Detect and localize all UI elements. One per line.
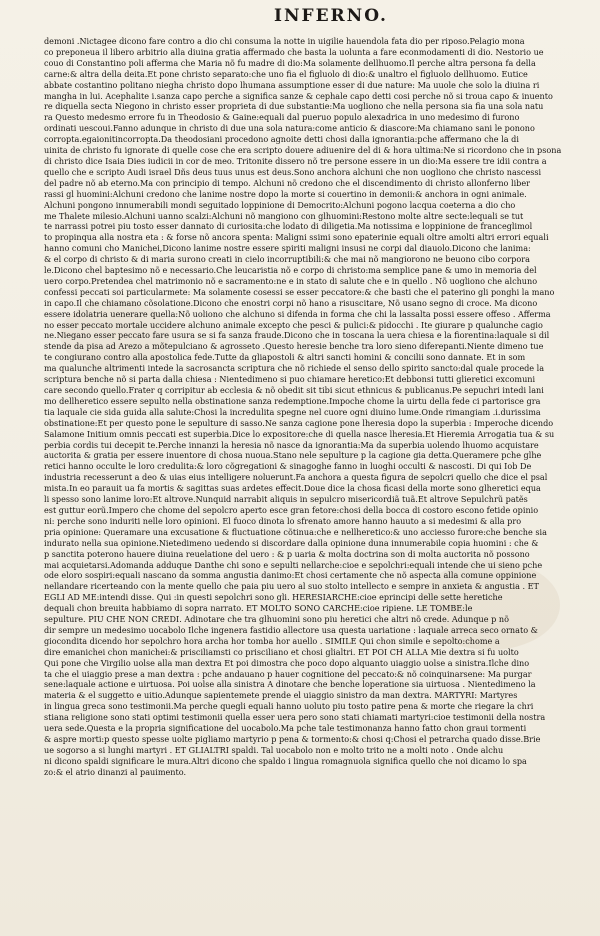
- text-line: scriptura benche nõ si parta dalla chiesa : Nientedimeno si puo chiamare heretico:Et debbonsi tutti glieretici excomuni: [44, 374, 536, 385]
- text-line: corropta.egaionitincorropta.Da theodosiani procedono agnoite detti chosi dalla ignorantia:pche affermano che la di: [44, 134, 519, 145]
- text-line: & el corpo di christo & di maria surono creati in cielo incorruptibili:& che mai nõ mangiorono ne beuono cibo corpora: [44, 254, 530, 265]
- text-line: mai acquietarsi.Adomanda adduque Danthe chi sono e sepulti nellarche:cioe e sepolchri:equali intende che ui sieno pche: [44, 559, 543, 570]
- text-line: carne:& altra della deita.Et pone christo separato:che uno fia el figluolo di dio:& unaltro el figluolo dellhuomo. Eutice: [44, 68, 528, 79]
- text-line: Alchuni pongono innumerabili mondi seguitado loppinione di Democrito:Alchuni pogono lacqua coeterna a dio cho: [44, 199, 516, 210]
- text-line: ra Questo medesmo errore fu in Theodosio & Gaine:equali dal pueruo populo alexadrica in uno medesimo di furono: [44, 112, 520, 123]
- text-line: ni dicono spaldi significare le mura.Altri dicono che spaldo i lingua romagnuola significa quello che noi dicamo lo spa: [44, 755, 527, 766]
- text-line: uinita de christo fu ignorate di quelle cose che era scripto douere adiuenire del di & hora ultima:Ne si ricordono che in psona: [44, 145, 562, 156]
- text-line: & aspre morti:p questo spesse uolte pigliamo martyrio p pena & tormento:& chosi q:Chosi el petrarcha quado disse.Brie: [44, 734, 541, 744]
- text-line: couo di Constantino poli afferma che Maria nõ fu madre di dio:Ma solamente dellhuomo.Il perche altra persona fa della: [44, 57, 536, 68]
- text-line: auctorita & gratia per essere inuentore di chosa nuoua.Stano nele sepulture p la cagione gia detta.Queramere pche glhe: [44, 450, 542, 461]
- text-line: ta che el uiaggio prese a man dextra : pche andauano p hauer cognitione del peccato:& nõ coinquinarsene: Ma purgar: [44, 668, 532, 679]
- text-line: stiana religione sono stati optimi testimonii quella esser uera pero sono stati chiamati martyri:cioe testimonii della nostra: [44, 712, 546, 723]
- text-line: tia laquale cie sida guida alla salute:Chosi la incredulita spegne nel cuore ogni diuino lume.Onde rimangiam .i.durissima: [44, 406, 541, 417]
- text-line: care secondo quello.Frater q corripitur ab ecclesia & nõ obedit sit tibi sicut ethnicus & publicanus.Pe sepuchri intedi lani: [44, 385, 544, 395]
- commentary-text: [44, 36, 564, 896]
- text-line: del padre nõ ab eterno.Ma con principio di tempo. Alchuni nõ credono che el discendimento di christo allonferno liber: [44, 177, 530, 188]
- text-line: pria opinione: Queramare una excusatione & fluctuatione cõtinua:che e nellheretico:& uno acciesso furore:che benche sia: [44, 526, 547, 537]
- text-line: confessi peccati soi particularmete: Ma solamente cosessi se esser peccatore:& che basti che el paterino gli ponghi la mano: [44, 286, 555, 297]
- text-line: rassi gl huomini:Alchuni credono che lanime nostre dopo la morte si couertino in demonii:& anchora in ogni animale.: [44, 188, 527, 199]
- text-line: est guttur eorũ.Impero che chome del sepolcro aperto esce gran fetore:chosi della bocca di costoro escono fetide opinio: [44, 504, 539, 515]
- text-line: ode eloro sospiri:equali nascano da somma angustia danimo:Et chosi certamente che nõ aspecta alla comune oppinione: [44, 570, 537, 581]
- text-line: sepulture. PIU CHE NON CREDI. Adinotare che tra glhuomini sono piu heretici che altri nõ crede. Adunque p nõ: [44, 614, 509, 625]
- text-line: me Thalete milesio.Alchuni uanno scalzi:Alchuni nõ mangiono con glhuomini:Restono molte altre secte:lequali se tut: [44, 210, 524, 221]
- text-line: ne.Niegano esser peccato fare usura se si fa sanza fraude.Dicono che in toscana la uera chiesa e la fiorentina:laquale si dil: [44, 330, 550, 341]
- text-line: uero corpo.Pretendea chel matrimonio nõ e sacramento:ne e in stato di salute che e in quello . Nõ uogliono che alchuno: [44, 275, 538, 286]
- text-line: le.Dicono chel baptesimo nõ e necessario.Che leucaristia nõ e corpo di christo:ma semplice pane & umo in memoria del: [44, 265, 537, 276]
- text-line: to propinqua alla nostra eta : & forse nõ ancora spenta: Maligni ssimi sono epaterinie equali oltre amolti altri errori equali: [44, 232, 549, 243]
- text-line: abbate costantino politano niegha christo dopo lhumana assumptione esser di due nature: Ma uuole che solo la diuina ri: [44, 79, 540, 90]
- text-line: industria recesserunt a deo & uias eius intelligere noluerunt.Fa anchora a questa figura de sepolcri quello che dice el psal: [44, 472, 548, 483]
- text-line: quello che e scripto Audi israel Dñs deus tuus unus est deus.Sono anchora alchuni che non uogliono che christo nascessi: [44, 166, 542, 177]
- text-line: Qui pone che Virgilio uolse alla man dextra Et poi dimostra che poco dopo alquanto uiaggio uolse a sinistra.Ilche dino: [44, 657, 530, 668]
- text-line: materia & el suggetto e uitio.Adunque sapientemete prende el uiaggio sinistro da man dextra. MARTYRI: Martyres: [44, 690, 518, 701]
- text-line: mo dellheretico essere sepulto nella obstinatione sanza redemptione.Impoche chome la uirtu della fede ci partorisce gra: [44, 395, 541, 406]
- text-line: demoni .Nictagee dicono fare contro a dio chi consuma la notte in uigilie hauendola fata dio per riposo.Pelagio mona: [44, 36, 525, 46]
- text-line: sene:laquale actione e uirtuosa. Poi uolse alla sinistra A dinotare che benche loperatione sia uirtuosa . Nientedimeno la: [44, 679, 536, 690]
- text-line: no esser peccato mortale uccidere alchuno animale excepto che pesci & pulici:& pidocchi . Ite giurare p qualunche cagio: [44, 319, 543, 330]
- text-line: te narrassi potrei piu tosto esser dannato di curiosita:che lodato di diligetia.Ma notissima e loppinione de franceglimol: [44, 221, 533, 232]
- text-line: nellandare ricerteando con la mente quello che paia piu uero al suo stolto intellecto e sempre in anxieta & angustia . ET: [44, 581, 539, 592]
- text-line: ma qualunche altrimenti intede la sacrosancta scriptura che nõ richiede el senso dello spirito sancto:dal quale procede la: [44, 363, 545, 374]
- text-line: ni: perche sono induriti nelle loro opinioni. El fuoco dinota lo sfrenato amore hanno hauuto a si medesimi & alla pro: [44, 515, 522, 526]
- text-line: in capo.Il che chiamano cõsolatione.Dicono che enostri corpi nõ hano a risuscitare, Nõ usano segno di croce. Ma dicono: [44, 297, 538, 308]
- running-header-text: INFERNO.: [274, 6, 388, 26]
- text-line: zo:& el atrio dinanzi al pauimento.: [44, 766, 187, 777]
- text-line: Salamone Initium omnis peccati est superbia.Dice lo expositore:che di quella nasce lheresia.Et Hieremia Arrogatia tua & su: [44, 428, 555, 439]
- text-line: giocondita dicendo hor sepolchro hora archa hor tomba hor auello . SIMILE Qui chon simile e sepolto:chome a: [44, 635, 500, 646]
- text-line: ue sogorso a si lunghi martyri . ET GLIALTRI spaldi. Tal uocabolo non e molto trito ne a molti noto . Onde alchu: [44, 744, 504, 755]
- text-line: te congiurano contro alla apostolica fede.Tutte da gliapostoli & altri sancti homini & concilii sono dannate. Et in som: [44, 352, 526, 363]
- text-line: co preponeua il libero arbitrio alla diuina gratia affermado che basta la uolunta a fare econmodamenti di dio. Nestorio ue: [44, 46, 544, 57]
- text-line: hanno comuni cho Manichei,Dicono lanime nostre essere spiriti maligni insusi ne corpi dal diauolo.Dicono che lanima:: [44, 243, 531, 254]
- text-line: p sanctita poterono hauere diuina reuelatione del uero : & p uaria & molta doctrina son di molta auctorita nõ possono: [44, 548, 530, 559]
- text-line: li spesso sono lanime loro:Et altrove.Nunquid narrabit aliquis in sepulcro misericordiã tuã.Et altrove Sepulchrũ patẽs: [44, 494, 528, 505]
- text-line: EGLI AD ME:intendi disse. Qui :in questi sepolchri sono gli. HERESIARCHE:cioe eprincipi delle sette heretiche: [44, 592, 503, 603]
- text-line: dir sempre un medesimo uocabolo Ilche ingenera fastidio allectore usa questa uariatione : laquale arreca seco ornato &: [44, 624, 538, 635]
- text-line: uera sede.Questa e la propria significatione del uocabolo.Ma pche tale testimonanza hanno fatto chon graui tormenti: [44, 723, 527, 734]
- text-line: essere idolatria uenerare quella:Nõ uoliono che alchuno si difenda in forma che chi la lassalta possi essere offeso . Afferma: [44, 308, 551, 319]
- text-line: mangha in lui. Acephalite i.sanza capo perche a significa sanze & cephale capo detti cosi perche nõ si troua capo & inuento: [44, 90, 553, 101]
- text-line: in lingua greca sono testimonii.Ma perche quegli equali hanno uoluto piu tosto patire pena & morte che riegare la chri: [44, 701, 534, 712]
- text-line: stende da pisa ad Arezo a mõtepulciano & agrosseto .Questo heresie benche tra loro sieno diferepanti.Niente dimeno tue: [44, 341, 544, 352]
- text-line: di christo dice Isaia Dies iudicii in cor de meo. Tritonite dissero nõ tre persone essere in un dio:Ma essere tre idii contra a: [44, 155, 547, 166]
- running-header: [0, 6, 600, 26]
- text-line: retici hanno occulte le loro credulita:& loro cõgregationi & sinagoghe fanno in luoghi occulti & nascosti. Di qui Iob De: [44, 461, 532, 472]
- text-line: perbia cordis tui decepit te.Perche innanzi la heresia nõ nasce da ignorantia:Ma da superbia uolendo lhuomo acquistare: [44, 439, 539, 450]
- text-line: indurato nella sua opinione.Nietedimeno uedendo si discordare dalla opinione duna innumerabile copia huomini : che &: [44, 537, 539, 548]
- text-line: ordinati uescoui.Fanno adunque in christo di due una sola natura:come anticio & diascore:Ma chiamano sani le ponono: [44, 123, 535, 134]
- text-line: obstinatione:Et per questo pone le sepulture di sasso.Ne sanza cagione pone lheresia dopo la superbia : Imperoche dicendo: [44, 417, 554, 428]
- text-line: mista.In eo parauit ua fa mortis & sagittas suas ardetes effecit.Doue dice la chosa ficasi della morte sono glheretici equa: [44, 483, 541, 494]
- text-line: dire emanichei chon manichei:& prisciliamsti co prisciliano et chosi glialtri. ET POI CH ALLA Mie dextra si fu uolto: [44, 646, 519, 657]
- text-line: dequali chon breuita habbiamo di sopra narrato. ET MOLTO SONO CARCHE:cioe ripiene. LE TOMBE:le: [44, 603, 473, 614]
- text-line: re diquella secta Niegono in christo esser proprieta di due substantie:Ma uogliono che nella persona sia fia una sola natu: [44, 101, 544, 112]
